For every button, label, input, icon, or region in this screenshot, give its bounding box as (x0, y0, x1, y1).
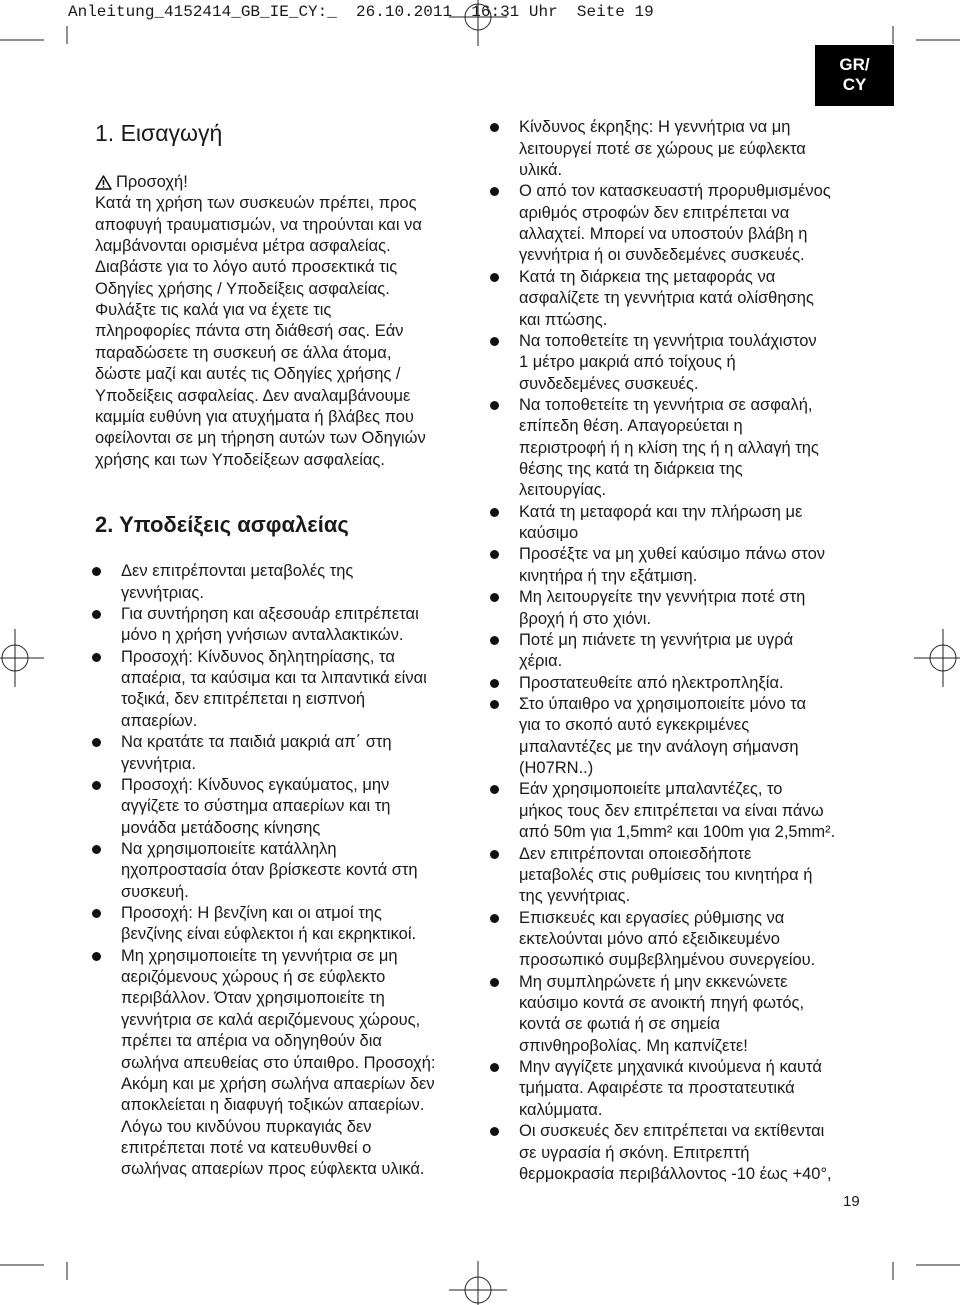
bullet-line: σωλήνας απαερίων προς εύφλεκτα υλικά. (121, 1160, 425, 1179)
bullet-line: Λόγω του κινδύνου πυρκαγιάς δεν (121, 1117, 372, 1136)
paragraph-line: Φυλάξτε τις καλά για να έχετε τις (95, 301, 332, 320)
paragraph-line: δώστε μαζί και αυτές τις Οδηγίες χρήσης / (95, 365, 401, 384)
bullet-line: μπαλαντέζες με την ανάλογη σήμανση (519, 737, 799, 756)
bullet-dot-icon (490, 785, 499, 794)
bullet-item (121, 647, 435, 732)
bullet-line: συσκευή. (121, 882, 189, 901)
bullet-dot-icon (490, 679, 499, 688)
bullet-line: τμήματα. Αφαιρέστε τα προστατευτικά (519, 1079, 795, 1098)
bullet-dot-icon (92, 781, 101, 790)
paragraph-line: χρήσης και των Υποδείξεων ασφαλείας. (95, 450, 385, 469)
bullet-line: μονάδα μετάδοσης κίνησης (121, 818, 321, 837)
bullet-line: κοντά σε φωτιά ή σε σημεία (519, 1015, 720, 1034)
bullet-line: ηχοπροστασία όταν βρίσκεστε κοντά στη (121, 861, 418, 880)
print-slug-header: Anleitung_4152414_GB_IE_CY:_ 26.10.2011 16:31 Uhr Seite 19 (68, 3, 654, 21)
bullet-line: περιστροφή ή η κλίση της ή η αλλαγή της (519, 438, 819, 457)
bullet-item (519, 694, 835, 779)
bullet-line: τοξικά, δεν επιτρέπεται η εισπνοή (121, 690, 366, 709)
page-number: 19 (843, 1193, 860, 1210)
bullet-line: Μη χρησιμοποιείτε τη γεννήτρια σε μη (121, 946, 398, 965)
bullet-dot-icon (490, 1127, 499, 1136)
bullet-line: Δεν επιτρέπονται οποιεσδήποτε (519, 844, 752, 863)
intro-paragraph (95, 193, 426, 471)
bullet-item (519, 395, 835, 502)
bullet-dot-icon (490, 978, 499, 987)
bullet-line: κινητήρα ή την εξάτμιση. (519, 566, 698, 585)
bullet-line: Κατά τη μεταφορά και την πλήρωση με (519, 502, 803, 521)
bullet-item (519, 587, 835, 630)
language-tab (815, 45, 894, 106)
bullet-line: (H07RN..) (519, 759, 594, 778)
bullet-dot-icon (92, 952, 101, 961)
bullet-item (519, 1121, 835, 1185)
bullet-line: Ποτέ μη πιάνετε τη γεννήτρια με υγρά (519, 630, 794, 649)
bullet-item (121, 732, 435, 775)
safety-list-left (121, 561, 435, 1180)
bullet-line: συνδεδεμένες συσκευές. (519, 374, 699, 393)
bullet-line: γεννήτρια σε καλά αεριζόμενους χώρους, (121, 1010, 421, 1029)
paragraph-line: Οδηγίες χρήσης / Υποδείξεις ασφαλείας. (95, 279, 390, 298)
bullet-line: Ακόμη και με χρήση σωλήνα απαερίων δεν (121, 1074, 435, 1093)
bullet-item (519, 779, 835, 843)
bullet-dot-icon (92, 567, 101, 576)
bullet-line: βροχή ή στο χιόνι. (519, 609, 652, 628)
paragraph-line: Κατά τη χρήση των συσκευών πρέπει, προς (95, 194, 417, 213)
bullet-line: Στο ύπαιθρο να χρησιμοποιείτε μόνο τα (519, 695, 807, 713)
bullet-item (121, 775, 435, 839)
bullet-line: της γεννήτριας. (519, 887, 631, 906)
bullet-line: αριθμός στροφών δεν επιτρέπεται να (519, 203, 790, 222)
bullet-dot-icon (490, 123, 499, 132)
bullet-item (519, 502, 835, 545)
bullet-line: Μην αγγίζετε μηχανικά κινούμενα ή καυτά (519, 1058, 822, 1077)
bullet-line: μεταβολές στις ρυθμίσεις του κινητήρα ή (519, 865, 813, 884)
section-1-title: 1. Εισαγωγή (95, 120, 223, 146)
bullet-dot-icon (92, 909, 101, 918)
bullet-line: Κίνδυνος έκρηξης: Η γεννήτρια να μη (519, 118, 791, 137)
bullet-line: σε υγρασία ή σκόνη. Επιτρεπτή (519, 1143, 750, 1162)
bullet-dot-icon (490, 700, 499, 709)
bullet-dot-icon (490, 593, 499, 602)
bullet-dot-icon (490, 914, 499, 923)
bullet-line: μήκος τους δεν επιτρέπεται να είναι πάνω (519, 801, 824, 820)
bullet-line: προσωπικό συμβεβλημένου συνεργείου. (519, 951, 816, 970)
bullet-item (121, 903, 435, 946)
bullet-dot-icon (92, 738, 101, 747)
bullet-line: περιβάλλον. Όταν χρησιμοποιείτε τη (121, 989, 385, 1008)
bullet-line: βενζίνης είναι εύφλεκτοι ή και εκρηκτικοί. (121, 925, 417, 944)
bullet-item (519, 117, 835, 181)
bullet-dot-icon (490, 508, 499, 517)
safety-list-right (519, 117, 835, 1185)
crop-mark-bottom-circle (465, 1277, 491, 1303)
bullet-line: απαερίων. (121, 711, 198, 730)
bullet-line: Να τοποθετείτε τη γεννήτρια σε ασφαλή, (519, 395, 813, 414)
bullet-line: θερμοκρασία περιβάλλοντος -10 έως +40°, (519, 1164, 832, 1183)
bullet-item (121, 561, 435, 604)
bullet-line: υλικά. (519, 161, 563, 180)
section-2-title: 2. Υποδείξεις ασφαλείας (95, 512, 349, 537)
bullet-line: από 50m για 1,5mm² και 100m για 2,5mm². (519, 823, 836, 842)
crop-mark-left-circle (2, 645, 28, 671)
warning-notice (95, 172, 188, 193)
bullet-item (121, 604, 435, 647)
bullet-line: για το σκοπό αυτό εγκεκριμένες (519, 716, 750, 735)
bullet-line: γεννήτρια ή οι συνδεδεμένες συσκευές. (519, 246, 805, 265)
crop-mark-right-circle (930, 645, 956, 671)
bullet-line: καύσιμο (519, 524, 579, 543)
bullet-line: Προσοχή: Κίνδυνος δηλητηρίασης, τα (121, 647, 395, 666)
bullet-item (519, 331, 835, 395)
bullet-item (519, 544, 835, 587)
bullet-line: σωλήνα απευθείας στο ύπαιθρο. Προσοχή: (121, 1053, 436, 1072)
paragraph-line: Υποδείξεις ασφαλείας. Δεν αναλαμβάνουμε (95, 386, 411, 405)
paragraph-line: παραδώσετε τη συσκευή σε άλλα άτομα, (95, 343, 392, 362)
bullet-item (519, 181, 835, 266)
bullet-line: Προσοχή: Η βενζίνη και οι ατμοί της (121, 904, 382, 923)
bullet-line: Να τοποθετείτε τη γεννήτρια τουλάχιστον (519, 331, 817, 350)
bullet-line: λειτουργεί ποτέ σε χώρους με εύφλεκτα (519, 139, 806, 158)
bullet-line: αποκλείεται η διαφυγή τοξικών απαερίων. (121, 1096, 425, 1115)
paragraph-line: οφείλονται σε μη τήρηση αυτών των Οδηγιών (95, 429, 426, 448)
bullet-line: Κατά τη διάρκεια της μεταφοράς να (519, 267, 776, 286)
paragraph-line: λαμβάνονται ορισμένα μέτρα ασφαλείας. (95, 237, 391, 256)
bullet-item (121, 946, 435, 1181)
bullet-line: Οι συσκευές δεν επιτρέπεται να εκτίθενται (519, 1122, 825, 1141)
bullet-line: Προσέξτε να μη χυθεί καύσιμο πάνω στον (519, 545, 825, 564)
language-tab-line1: GR/ (839, 55, 870, 74)
bullet-line: Ο από τον κατασκευαστή προρυθμισμένος (519, 182, 831, 201)
bullet-line: θέσης της κατά τη διάρκεια της (519, 460, 743, 479)
bullet-line: γεννήτριας. (121, 583, 204, 602)
bullet-line: λειτουργίας. (519, 481, 607, 500)
bullet-line: Για συντήρηση και αξεσουάρ επιτρέπεται (121, 605, 419, 624)
bullet-item (519, 630, 835, 673)
bullet-line: εκτελούνται μόνο από εξειδικευμένο (519, 929, 780, 948)
bullet-line: μόνο η χρήση γνήσιων ανταλλακτικών. (121, 626, 404, 645)
warning-label: Προσοχή! (116, 173, 188, 191)
bullet-line: αεριζόμενους χώρους ή σε εύφλεκτο (121, 968, 386, 987)
language-tab-line2: CY (842, 75, 867, 94)
bullet-line: Επισκευές και εργασίες ρύθμισης να (519, 908, 785, 927)
bullet-item (121, 839, 435, 903)
warning-triangle-icon (95, 175, 112, 190)
bullet-item (519, 972, 835, 1057)
bullet-line: αγγίζετε το σύστημα απαερίων και τη (121, 797, 391, 816)
bullet-line: γεννήτρια. (121, 754, 196, 773)
bullet-dot-icon (490, 187, 499, 196)
bullet-line: Μη συμπληρώνετε ή μην εκκενώνετε (519, 972, 788, 991)
bullet-line: Να κρατάτε τα παιδιά μακριά απ΄ στη (121, 733, 392, 752)
bullet-dot-icon (490, 636, 499, 645)
bullet-line: απαέρια, τα καύσιμα και τα λιπαντικά είναι (121, 669, 427, 688)
bullet-dot-icon (490, 401, 499, 410)
bullet-line: Δεν επιτρέπονται μεταβολές της (121, 562, 354, 581)
paragraph-line: αποφυγή τραυματισμών, να τηρούνται και να (95, 215, 422, 234)
bullet-dot-icon (490, 1063, 499, 1072)
bullet-line: 1 μέτρο μακριά από τοίχους ή (519, 353, 736, 372)
bullet-dot-icon (490, 273, 499, 282)
bullet-dot-icon (92, 610, 101, 619)
bullet-item (519, 908, 835, 972)
paragraph-line: Διαβάστε για το λόγο αυτό προσεκτικά τις (95, 258, 398, 277)
bullet-item (519, 1057, 835, 1121)
bullet-item (519, 267, 835, 331)
bullet-line: Μη λειτουργείτε την γεννήτρια ποτέ στη (519, 588, 806, 607)
bullet-line: επιτρέπεται ποτέ να κατευθυνθεί ο (121, 1139, 372, 1157)
bullet-item (519, 673, 835, 694)
bullet-dot-icon (92, 845, 101, 854)
bullet-line: επίπεδη θέση. Απαγορεύεται η (519, 417, 743, 436)
bullet-line: αλλαχτεί. Μπορεί να υποστούν βλάβη η (519, 225, 808, 244)
bullet-dot-icon (490, 550, 499, 559)
bullet-line: Προσοχή: Κίνδυνος εγκαύματος, μην (121, 775, 390, 794)
bullet-line: καλύμματα. (519, 1100, 603, 1119)
bullet-line: καύσιμο κοντά σε ανοικτή πηγή φωτός, (519, 994, 805, 1013)
bullet-dot-icon (490, 850, 499, 859)
bullet-dot-icon (92, 653, 101, 662)
bullet-line: ασφαλίζετε τη γεννήτρια κατά ολίσθησης (519, 289, 814, 308)
bullet-line: Να χρησιμοποιείτε κατάλληλη (121, 839, 337, 858)
bullet-line: πρέπει τα απέρια να οδηγηθούν δια (121, 1032, 382, 1051)
bullet-line: Εάν χρησιμοποιείτε μπαλαντέζες, το (519, 780, 783, 799)
bullet-item (519, 844, 835, 908)
bullet-line: Προστατευθείτε από ηλεκτροπληξία. (519, 673, 784, 692)
bullet-line: και πτώσης. (519, 310, 608, 329)
paragraph-line: καμμία ευθύνη για ατυχήματα ή βλάβες που (95, 407, 414, 426)
paragraph-line: πληροφορίες πάντα στη διάθεσή σας. Εάν (95, 322, 404, 341)
bullet-line: χέρια. (519, 652, 563, 671)
bullet-line: σπινθηροβολίας. Μη καπνίζετε! (519, 1036, 748, 1055)
bullet-dot-icon (490, 337, 499, 346)
